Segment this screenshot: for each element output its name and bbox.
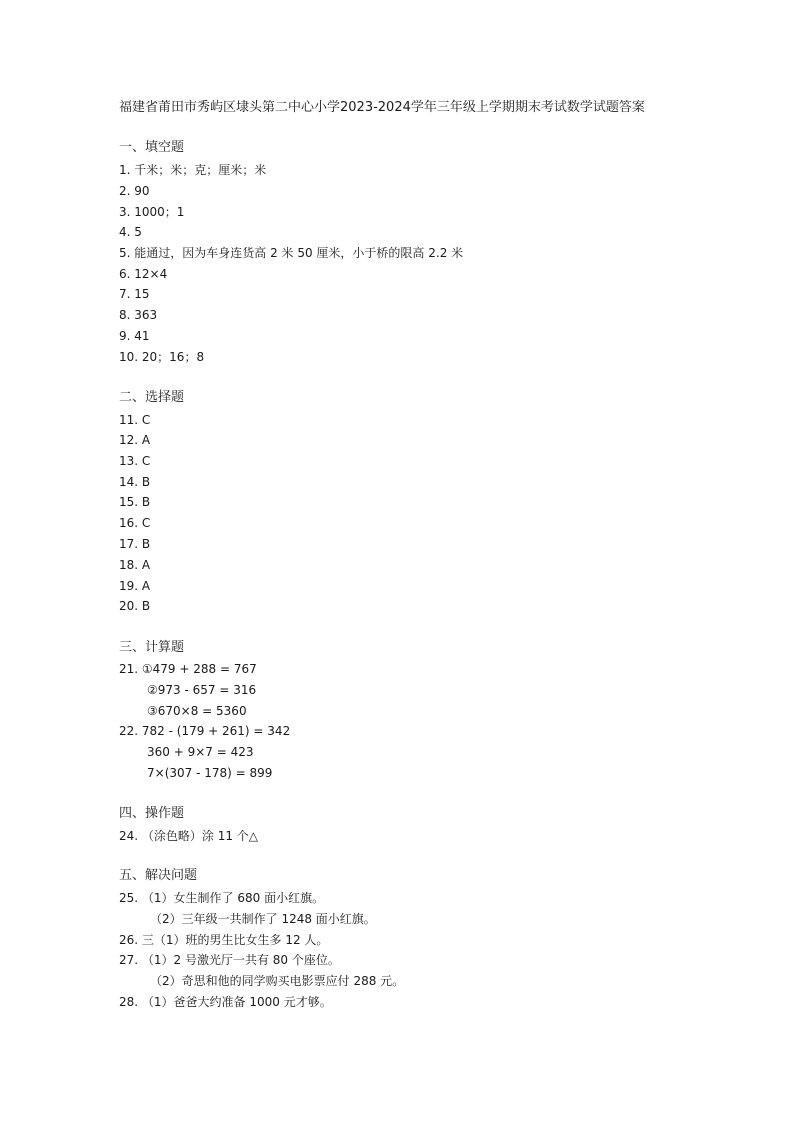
answer-line: 9. 41 (119, 329, 150, 343)
answer-line: 22. 782 - (179 + 261) = 342 (119, 724, 291, 738)
answer-line: 25. （1）女生制作了 680 面小红旗。 (119, 891, 325, 905)
answer-line: 7×(307 - 178) = 899 (147, 766, 273, 780)
answer-line: 7. 15 (119, 287, 150, 301)
answer-line: 15. B (119, 495, 151, 509)
answer-line: 360 + 9×7 = 423 (147, 745, 254, 759)
answer-line: 5. 能通过，因为车身连货高 2 米 50 厘米，小于桥的限高 2.2 米 (119, 246, 464, 260)
section-heading-fill-in: 一、填空题 (119, 140, 185, 155)
answer-line: （2）三年级一共制作了 1248 面小红旗。 (150, 912, 376, 926)
answer-line: 28. （1）爸爸大约准备 1000 元才够。 (119, 995, 332, 1009)
answer-line: 19. A (119, 579, 151, 593)
answer-line: 24. （涂色略）涂 11 个△ (119, 829, 259, 843)
section-heading-calculation: 三、计算题 (119, 640, 185, 655)
answer-line: 13. C (119, 454, 151, 468)
answer-line: 26. 三（1）班的男生比女生多 12 人。 (119, 933, 329, 947)
answer-line: 20. B (119, 599, 151, 613)
answer-line: 14. B (119, 475, 151, 489)
answer-line: ②973 - 657 = 316 (147, 683, 257, 697)
answer-line: （2）奇思和他的同学购买电影票应付 288 元。 (150, 974, 405, 988)
section-heading-operation: 四、操作题 (119, 806, 185, 821)
answer-line: ③670×8 = 5360 (147, 704, 247, 718)
answer-line: 16. C (119, 516, 151, 530)
answer-line: 21. ①479 + 288 = 767 (119, 662, 257, 676)
answer-line: 10. 20；16；8 (119, 350, 205, 364)
answer-line: 3. 1000；1 (119, 205, 185, 219)
answer-line: 4. 5 (119, 225, 142, 239)
answer-line: 2. 90 (119, 184, 150, 198)
answer-line: 6. 12×4 (119, 267, 168, 281)
section-heading-choice: 二、选择题 (119, 390, 185, 405)
document-title: 福建省莆田市秀屿区埭头第二中心小学2023-2024学年三年级上学期期末考试数学试题答案 (119, 100, 645, 115)
answer-line: 18. A (119, 558, 151, 572)
answer-line: 27. （1）2 号激光厅一共有 80 个座位。 (119, 953, 340, 967)
answer-line: 11. C (119, 413, 151, 427)
answer-line: 17. B (119, 537, 151, 551)
answer-line: 8. 363 (119, 308, 158, 322)
section-heading-problem-solving: 五、解决问题 (119, 868, 198, 883)
answer-line: 1. 千米；米；克；厘米；米 (119, 163, 267, 177)
answer-line: 12. A (119, 433, 151, 447)
